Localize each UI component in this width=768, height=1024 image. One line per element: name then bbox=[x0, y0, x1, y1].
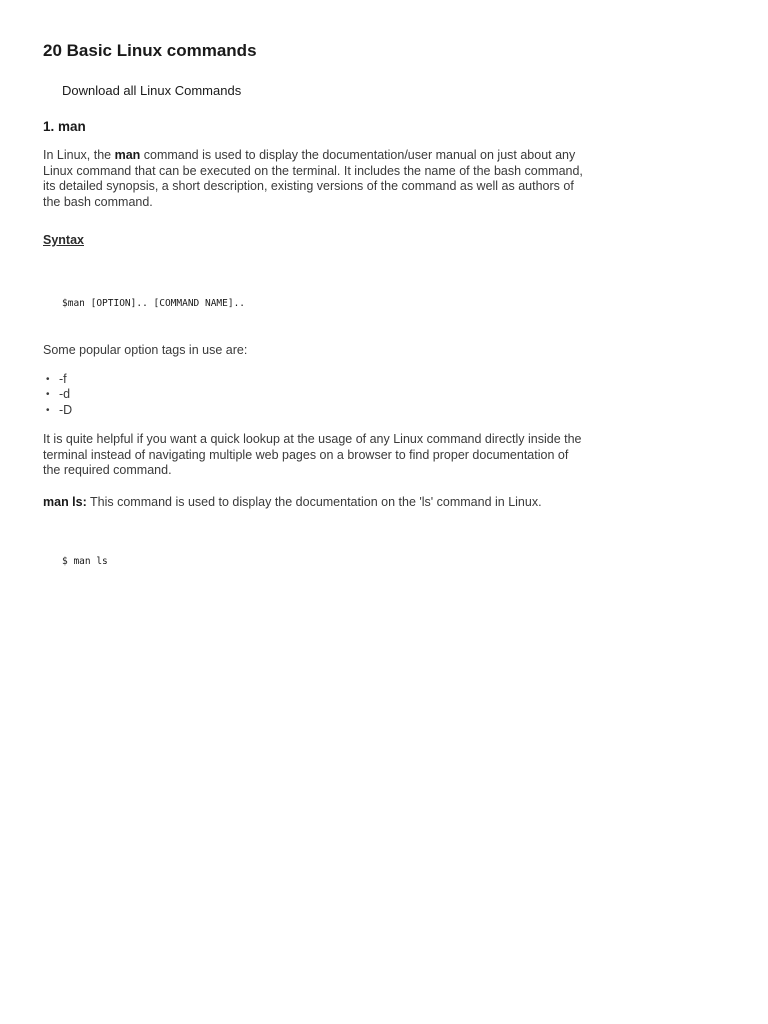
syntax-code-block: $man [OPTION].. [COMMAND NAME].. bbox=[62, 298, 246, 309]
section-heading-man: 1. man bbox=[43, 119, 86, 134]
list-item bbox=[43, 372, 768, 388]
list-item bbox=[43, 403, 768, 419]
option-text: -f bbox=[59, 371, 67, 386]
intro-prefix: In Linux, the bbox=[43, 148, 115, 162]
man-ls-rest: This command is used to display the documentation on the 'ls' command in Linux. bbox=[86, 494, 542, 509]
intro-rest: command is used to display the documentation/user manual on just about any Linux command that can be executed on the terminal. It includes the name of the bash command, its detailed synopsis, a short description, existing versions of the command as well as authors of the bash command. bbox=[43, 148, 583, 209]
options-list bbox=[43, 372, 768, 419]
download-commands-link[interactable]: Download all Linux Commands bbox=[62, 83, 242, 98]
option-text: -D bbox=[59, 402, 73, 417]
intro-bold-man: man bbox=[114, 148, 141, 162]
syntax-link[interactable]: Syntax bbox=[43, 233, 84, 247]
bullet-icon: • bbox=[46, 389, 50, 400]
options-intro: Some popular option tags in use are: bbox=[43, 343, 248, 357]
page-title: 20 Basic Linux commands bbox=[43, 41, 257, 60]
man-ls-code-block: $ man ls bbox=[62, 556, 108, 567]
bullet-icon: • bbox=[46, 404, 50, 416]
option-text: -d bbox=[59, 387, 71, 401]
man-ls-bold: man ls: bbox=[43, 494, 87, 509]
bullet-icon: • bbox=[46, 373, 50, 385]
man-intro-paragraph bbox=[43, 148, 588, 210]
list-item bbox=[43, 387, 768, 403]
helpful-paragraph: It is quite helpful if you want a quick lookup at the usage of any Linux command directly inside the terminal instead of navigating multiple web pages on a browser to find proper documentation of the required command. bbox=[43, 432, 582, 477]
man-ls-paragraph bbox=[43, 495, 588, 511]
